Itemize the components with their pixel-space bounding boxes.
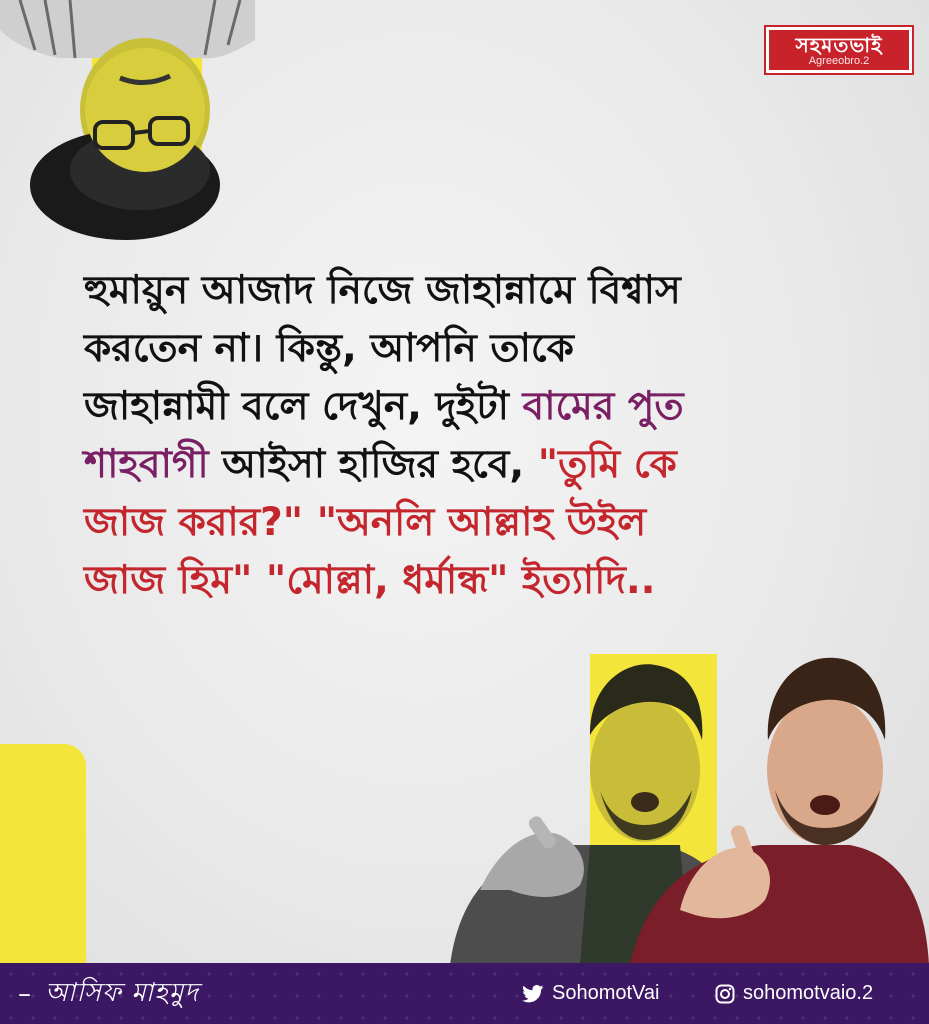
twitter-handle[interactable] xyxy=(522,963,659,1024)
decorative-yellow-block xyxy=(0,744,86,966)
quote-line-4-highlight: শাহবাগী xyxy=(84,442,209,487)
quote-text-block xyxy=(84,262,854,610)
twitter-handle-text: SohomotVai xyxy=(552,982,660,1004)
author-signature: আসিফ মাহমুদ xyxy=(45,977,199,1008)
instagram-handle[interactable] xyxy=(715,963,873,1024)
instagram-icon xyxy=(715,984,735,1004)
quote-line-6: জাজ হিম" "মোল্লা, ধর্মান্ধ" ইত্যাদি.. xyxy=(84,558,656,603)
author-dash: – xyxy=(18,978,31,1009)
quote-line-3-highlight: বামের পুত xyxy=(522,384,684,429)
quote-line-4-text: আইসা হাজির হবে, xyxy=(208,442,538,487)
brand-logo xyxy=(766,27,912,73)
author-credit xyxy=(18,963,199,1024)
instagram-handle-text: sohomotvaio.2 xyxy=(743,982,874,1004)
quote-line-3-text: জাহান্নামী বলে দেখুন, দুইটা xyxy=(84,384,523,429)
inverted-portrait-image xyxy=(0,0,260,245)
twitter-icon xyxy=(522,985,544,1003)
logo-tagline: Agreeobro.2 xyxy=(808,54,870,67)
footer-bar xyxy=(0,963,929,1024)
logo-name: সহমতভাই xyxy=(795,32,883,57)
quote-line-5: জাজ করার?" "অনলি আল্লাহ উইল xyxy=(84,500,647,545)
pointing-men-image xyxy=(440,640,929,965)
quote-line-3 xyxy=(84,378,854,436)
quote-line-2: করতেন না। কিন্তু, আপনি তাকে xyxy=(84,326,574,371)
quote-line-1: হুমায়ুন আজাদ নিজে জাহান্নামে বিশ্বাস xyxy=(84,268,681,313)
quote-line-4 xyxy=(84,436,854,494)
quote-line-4-quote: "তুমি কে xyxy=(537,442,677,487)
